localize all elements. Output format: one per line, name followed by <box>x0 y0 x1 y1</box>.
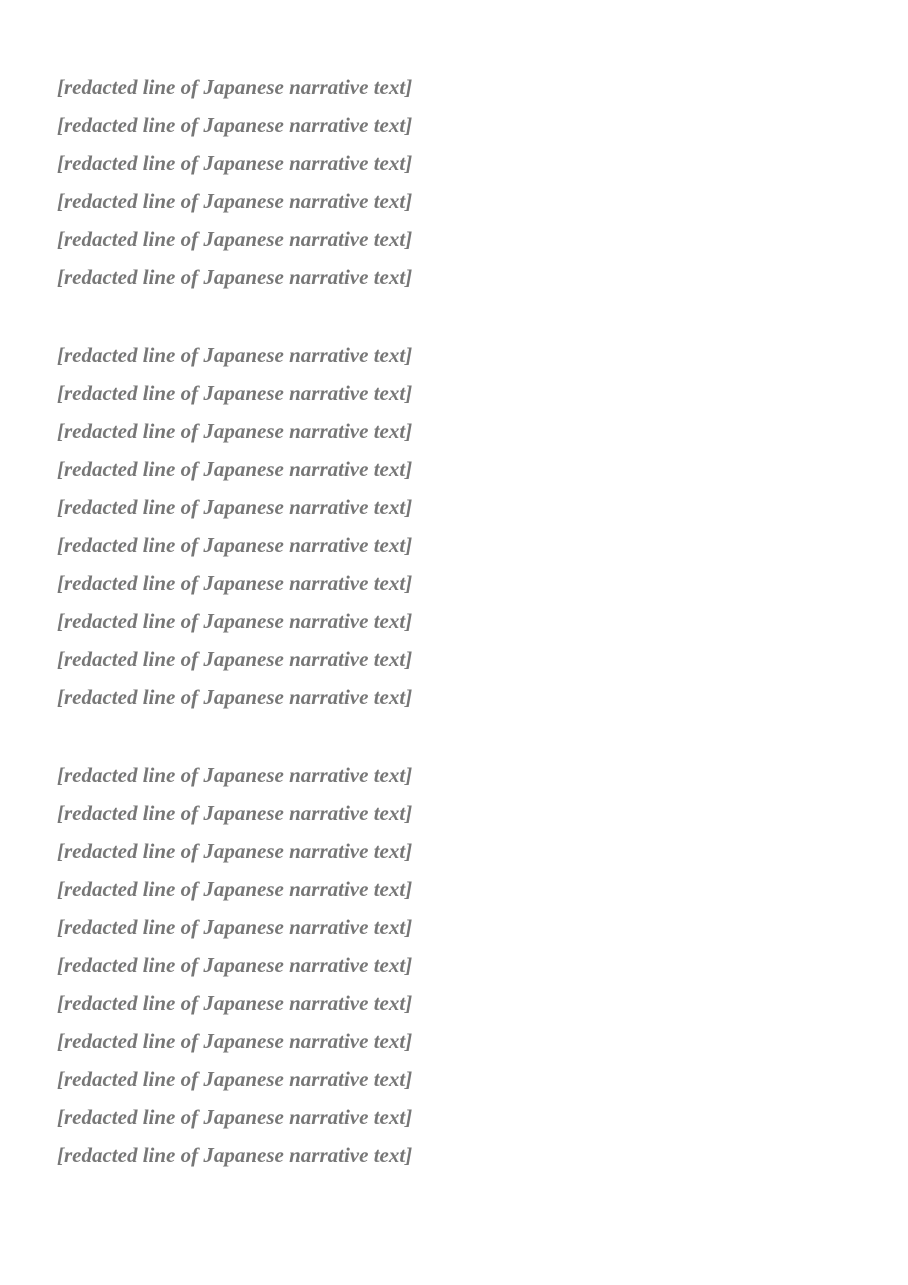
text-line: [redacted line of Japanese narrative text] <box>57 75 413 99</box>
text-line: [redacted line of Japanese narrative text] <box>57 1067 413 1091</box>
text-line: [redacted line of Japanese narrative text] <box>57 495 413 519</box>
text-line: [redacted line of Japanese narrative text] <box>57 151 413 175</box>
text-line: [redacted line of Japanese narrative text] <box>57 265 413 289</box>
text-line: [redacted line of Japanese narrative text] <box>57 571 413 595</box>
text-line: [redacted line of Japanese narrative text] <box>57 419 413 443</box>
text-line: [redacted line of Japanese narrative text] <box>57 877 413 901</box>
paragraph <box>57 68 868 296</box>
text-line: [redacted line of Japanese narrative text] <box>57 113 413 137</box>
text-line: [redacted line of Japanese narrative text] <box>57 647 413 671</box>
text-line: [redacted line of Japanese narrative text] <box>57 763 413 787</box>
text-line: [redacted line of Japanese narrative text] <box>57 801 413 825</box>
text-line: [redacted line of Japanese narrative text] <box>57 227 413 251</box>
text-line: [redacted line of Japanese narrative text] <box>57 991 413 1015</box>
text-line: [redacted line of Japanese narrative text] <box>57 189 413 213</box>
text-line: [redacted line of Japanese narrative text] <box>57 1029 413 1053</box>
text-line: [redacted line of Japanese narrative text] <box>57 953 413 977</box>
text-line: [redacted line of Japanese narrative text] <box>57 609 413 633</box>
text-line: [redacted line of Japanese narrative text] <box>57 839 413 863</box>
text-line: [redacted line of Japanese narrative text] <box>57 381 413 405</box>
paragraph <box>57 756 868 1174</box>
text-line: [redacted line of Japanese narrative text] <box>57 457 413 481</box>
paragraph <box>57 336 868 716</box>
text-line: [redacted line of Japanese narrative text] <box>57 1143 413 1167</box>
text-line: [redacted line of Japanese narrative text] <box>57 685 413 709</box>
text-body <box>57 68 868 1174</box>
text-line: [redacted line of Japanese narrative text] <box>57 1105 413 1129</box>
text-line: [redacted line of Japanese narrative text] <box>57 533 413 557</box>
text-line: [redacted line of Japanese narrative text] <box>57 915 413 939</box>
text-line: [redacted line of Japanese narrative text] <box>57 343 413 367</box>
